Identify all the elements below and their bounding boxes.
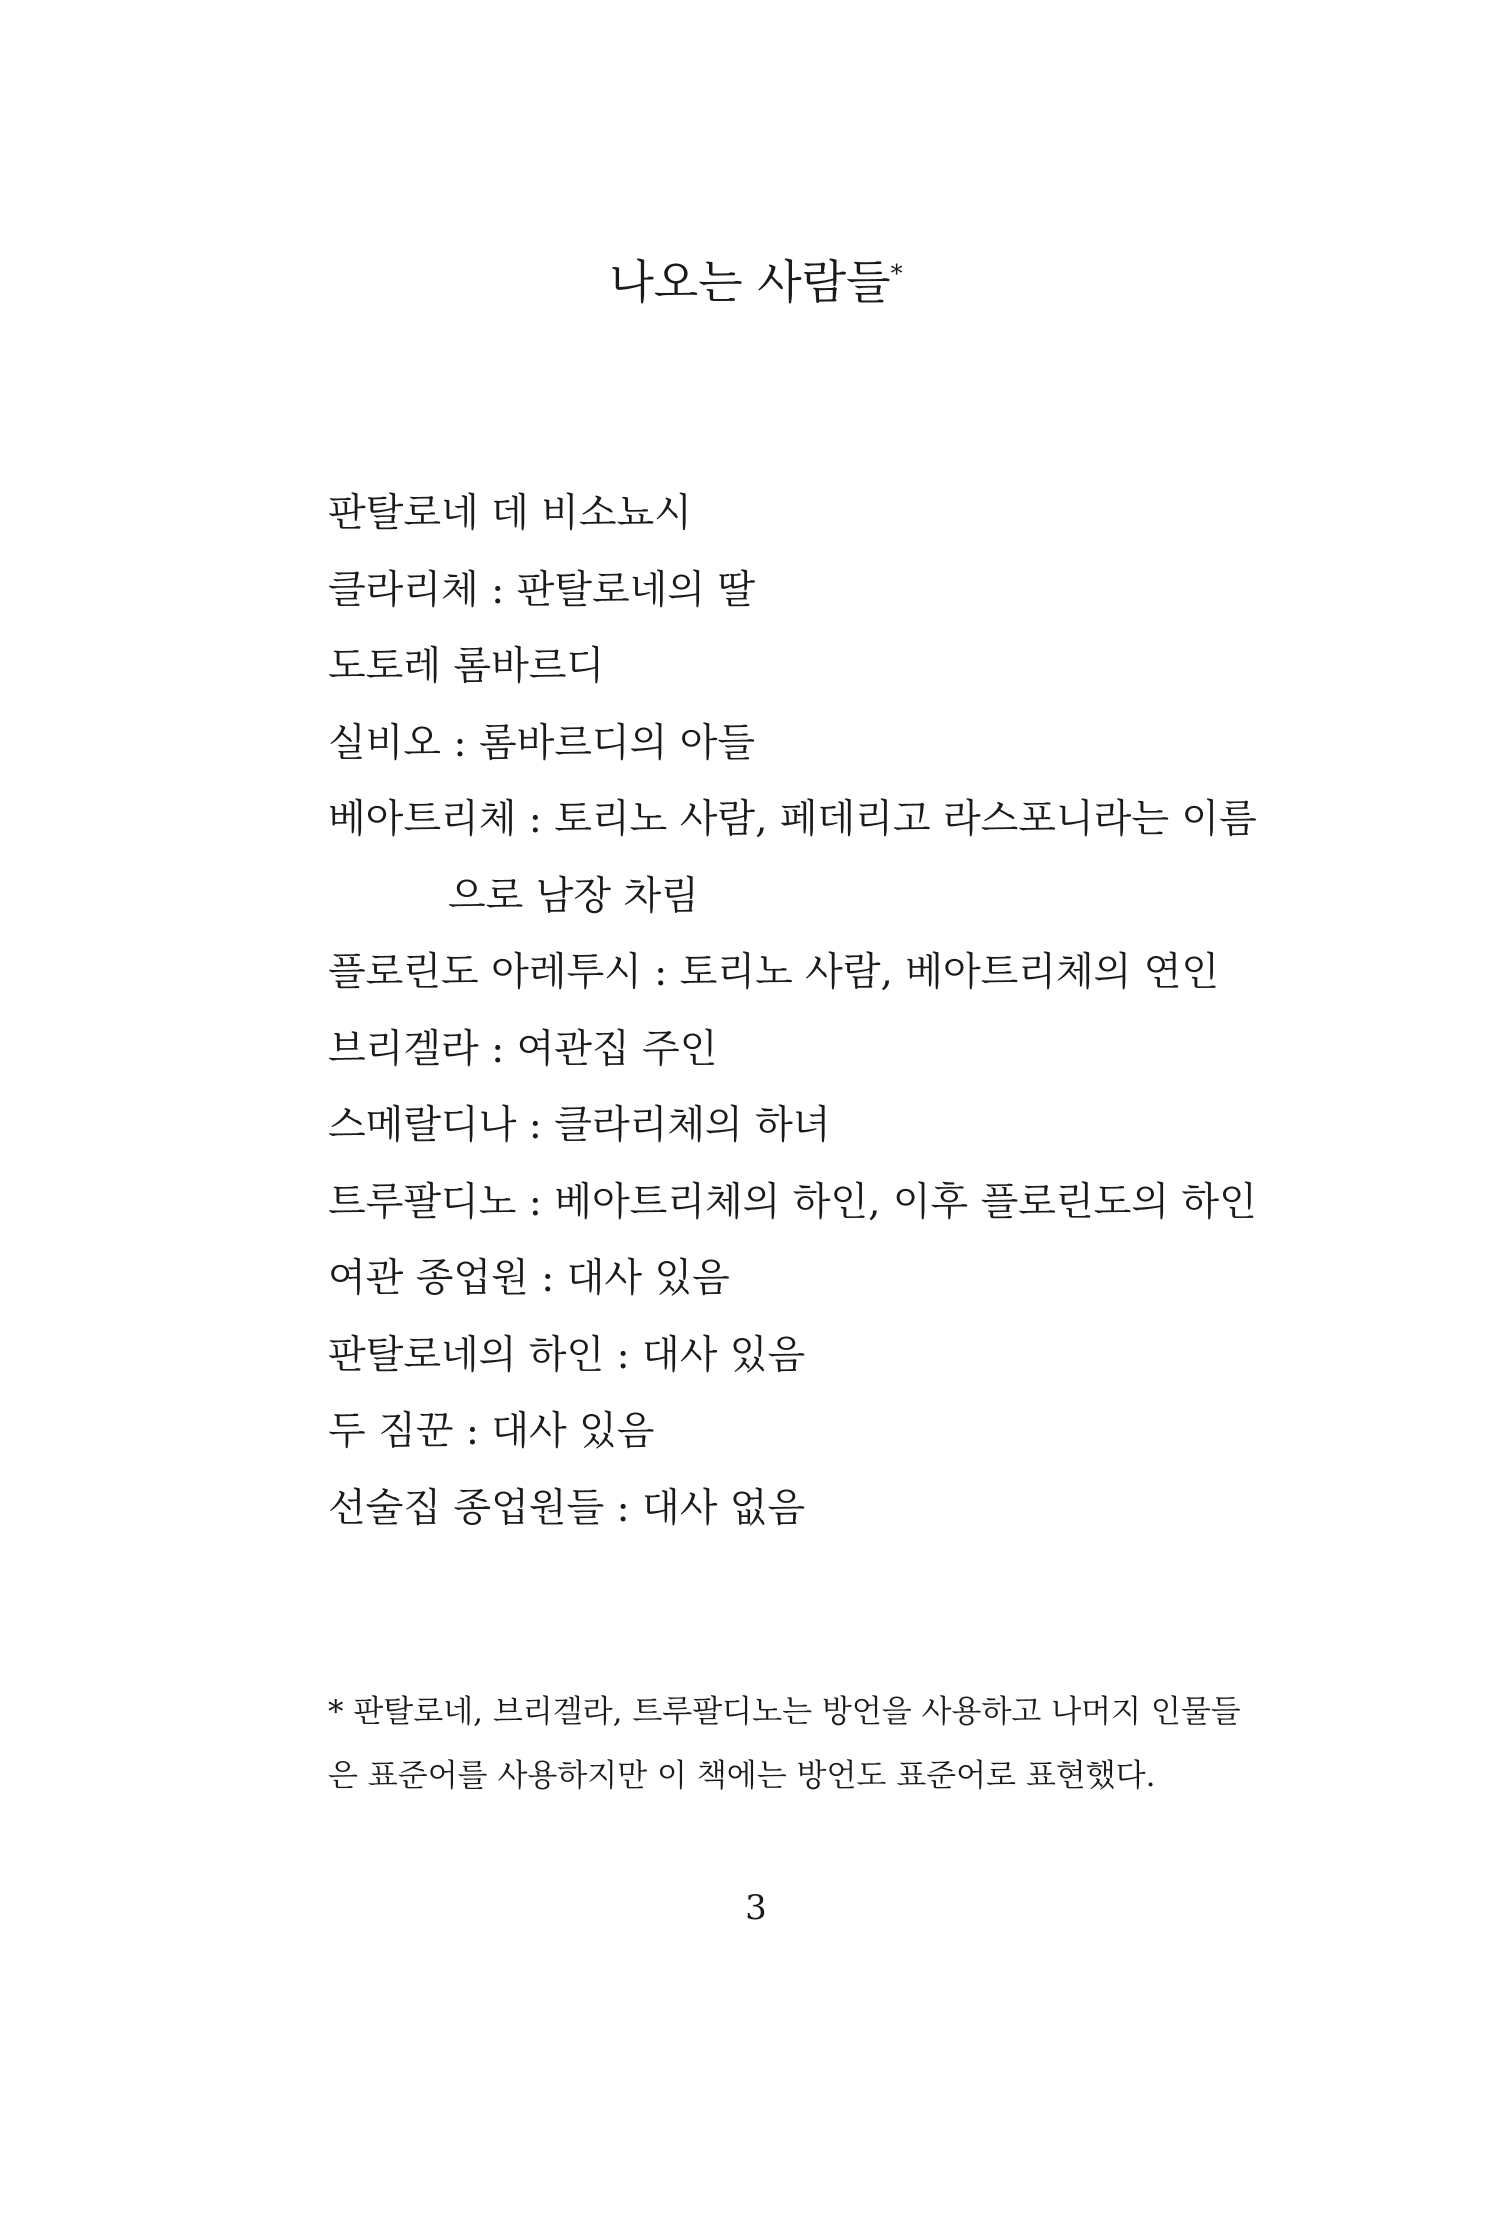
cast-item-pantalone: 판탈로네 데 비소뇨시 <box>328 491 692 536</box>
footnote-line: 은 표준어를 사용하지만 이 책에는 방언도 표준어로 표현했다. <box>328 1758 1156 1794</box>
page-title-text: 나오는 사람들 <box>609 255 891 309</box>
cast-item-silvio: 실비오 : 롬바르디의 아들 <box>328 720 756 766</box>
cast-item-porters: 두 짐꾼 : 대사 있음 <box>328 1409 655 1454</box>
cast-item-dottore: 도토레 롬바르디 <box>328 644 605 689</box>
cast-item-smeraldina: 스메랄디나 : 클라리체의 하녀 <box>328 1103 831 1148</box>
cast-item-beatrice: 베아트리체 : 토리노 사람, 페데리고 라스포니라는 이름 <box>328 797 1257 842</box>
cast-item-clarice: 클라리체 : 판탈로네의 딸 <box>328 567 756 613</box>
cast-item-inn-waiter: 여관 종업원 : 대사 있음 <box>328 1256 730 1301</box>
footnote <box>328 1680 1268 1808</box>
cast-item-florindo: 플로린도 아레투시 : 토리노 사람, 베아트리체의 연인 <box>328 950 1220 995</box>
cast-item-truffaldino: 트루팔디노 : 베아트리체의 하인, 이후 플로린도의 하인 <box>328 1179 1257 1225</box>
cast-item-pantalone-servant: 판탈로네의 하인 : 대사 있음 <box>328 1332 806 1378</box>
footnote-line: * 판탈로네, 브리겔라, 트루팔디노는 방언을 사용하고 나머지 인물들 <box>328 1694 1241 1730</box>
page-title <box>0 252 1512 312</box>
page-number: 3 <box>745 1888 767 1928</box>
cast-item-brighella: 브리겔라 : 여관집 주인 <box>328 1026 718 1072</box>
cast-list <box>328 476 1288 1547</box>
cast-item-beatrice-continued: 으로 남장 차림 <box>448 873 699 919</box>
footnote-marker: * <box>890 259 903 288</box>
cast-item-tavern-waiters: 선술집 종업원들 : 대사 없음 <box>328 1485 806 1531</box>
